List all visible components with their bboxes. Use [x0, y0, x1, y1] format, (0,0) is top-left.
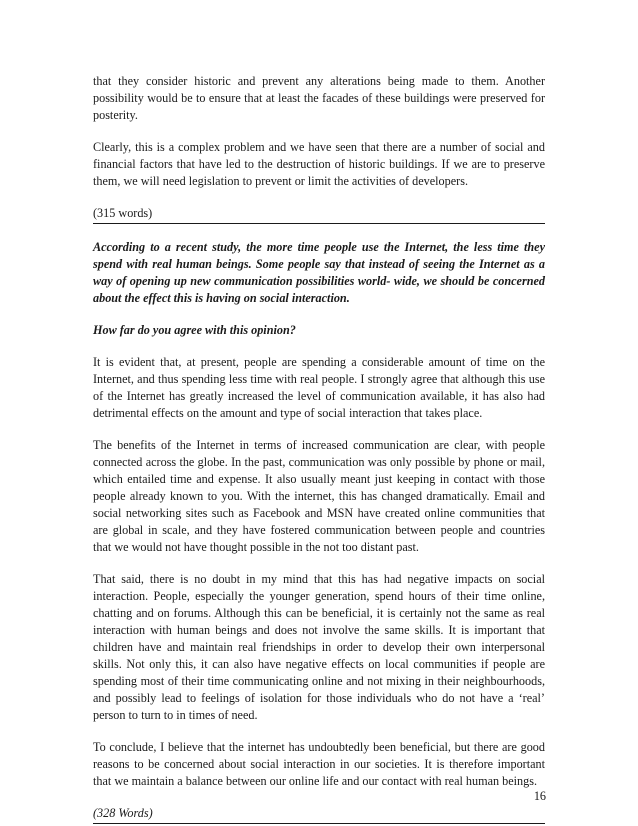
essay-paragraph-benefits: The benefits of the Internet in terms of increased communication are clear, with people connected across the globe. In the past, communication was only possible by phone or mail, which entailed time and expense. It also usually meant just keeping in contact with those people already known to you. With the internet, this has changed dramatically. Email and social networking sites such as Facebook and MSN have created online communities that are global in scale, and they have fostered communication between people and countries that we would not have thought possible in the not too distant past. [93, 438, 545, 554]
previous-essay-conclusion: Clearly, this is a complex problem and we have seen that there are a number of social and financial factors that have led to the destruction of historic buildings. If we are to preserve them, we will need legislation to prevent or limit the activities of developers. [93, 140, 545, 188]
essay-paragraph-drawbacks: That said, there is no doubt in my mind that this has had negative impacts on social interaction. People, especially the younger generation, spend hours of their time online, chatting and on forums. Although this can be beneficial, it is certainly not the same as real interaction with human beings and does not involve the same skills. It is important that children have and maintain real friendships in order to develop their own interpersonal skills. Not only this, it can also have negative effects on local communities if people are spending most of their time communicating online and not mixing in their neighbourhoods, and possibly lead to feelings of isolation for those individuals who do not have a ‘real’ person to turn to in times of need. [93, 572, 545, 722]
previous-essay-word-count: (315 words) [93, 205, 545, 224]
page-content [93, 73, 545, 824]
essay-paragraph-conclusion: To conclude, I believe that the internet has undoubtedly been beneficial, but there are good reasons to be concerned about social interaction in our societies. It is therefore important that we maintain a balance between our online life and our contact with real human beings. [93, 740, 545, 788]
page-number: 16 [533, 789, 546, 803]
essay-prompt: According to a recent study, the more time people use the Internet, the less time they spend with real human beings. Some people say that instead of seeing the Internet as a way of opening up new communication possibilities world- wide, we should be concerned about the effect this is having on social interaction. [93, 240, 545, 305]
essay-paragraph-intro: It is evident that, at present, people are spending a considerable amount of time on the Internet, and thus spending less time with real people. I strongly agree that although this use of the Internet has greatly increased the level of communication available, it has also had detrimental effects on the amount and type of social interaction that takes place. [93, 355, 545, 420]
previous-essay-paragraph: that they consider historic and prevent any alterations being made to them. Another possibility would be to ensure that at least the facades of these buildings were preserved for posterity. [93, 74, 545, 122]
essay-question: How far do you agree with this opinion? [93, 323, 296, 337]
essay-word-count: (328 Words) [93, 805, 545, 824]
